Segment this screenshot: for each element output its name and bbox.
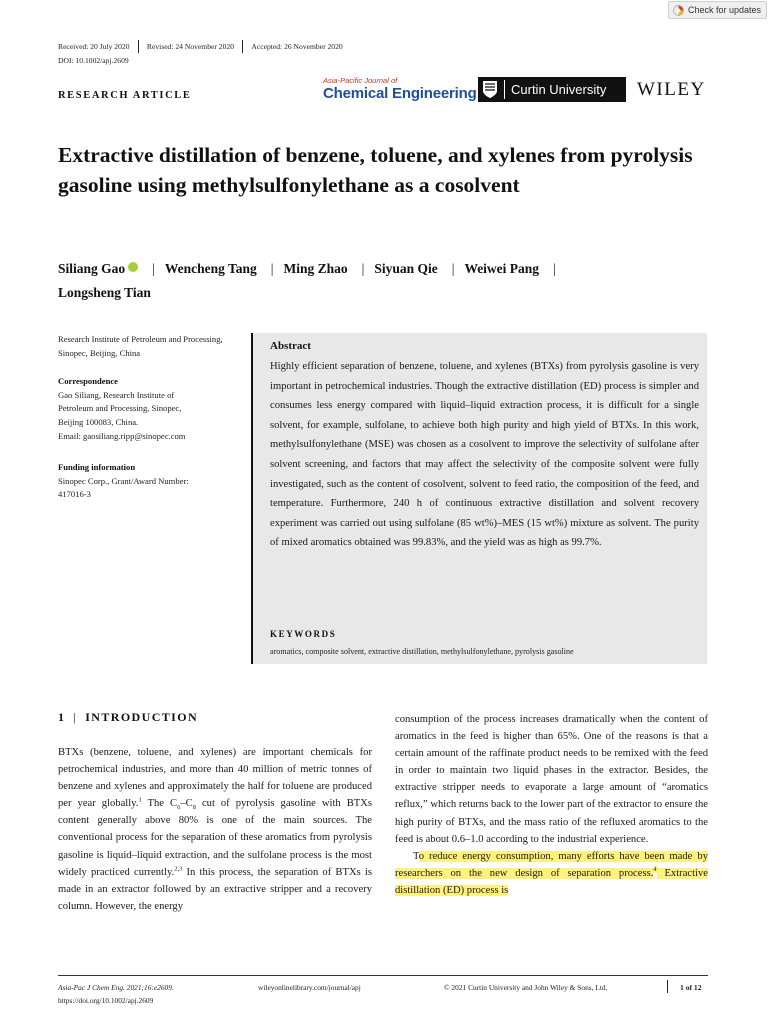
correspondence-line: Beijing 100083, China.: [58, 417, 139, 428]
article-title: Extractive distillation of benzene, toluene, and xylenes from pyrolysis gasoline using methylsulfonylethane as a cosolvent: [58, 143, 693, 197]
divider: [242, 40, 243, 53]
funding-line: 417016-3: [58, 489, 91, 500]
correspondence-block: [58, 375, 238, 444]
journal-logo-subtitle: Asia-Pacific Journal of: [323, 76, 398, 85]
divider: [667, 980, 668, 993]
keywords-heading: KEYWORDS: [270, 629, 337, 639]
abstract-heading: Abstract: [270, 340, 311, 352]
body-text: The C: [141, 798, 178, 810]
revised-date: Revised: 24 November 2020: [146, 42, 234, 51]
section-title: INTRODUCTION: [85, 710, 199, 724]
correspondence-line: Petroleum and Processing, Sinopec,: [58, 403, 182, 414]
check-for-updates-button[interactable]: [668, 1, 767, 19]
journal-website-link[interactable]: wileyonlinelibrary.com/journal/apj: [258, 983, 361, 992]
affiliation: [58, 333, 238, 360]
author-name[interactable]: Siliang Gao: [58, 261, 126, 276]
journal-logo-title: Chemical Engineering: [323, 85, 477, 102]
curtin-logo-text: Curtin University: [511, 82, 607, 97]
section-heading: 1 | INTRODUCTION: [58, 710, 199, 724]
footer-doi-link[interactable]: https://doi.org/10.1002/apj.2609: [58, 996, 154, 1005]
section-number: 1: [58, 710, 66, 724]
subscript: 6: [177, 804, 181, 812]
body-text: consumption of the process increases dramatically when the content of aromatics in the feed is higher than 65%. One of the reasons is that a certain amount of the raffinate product needs to be remixed with the feed in order to maintain two liquid phases in the extractor. Besides, the extractive stripper needs to evaporate a large amount of “aromatics reflux,” which returns back to the lower part of the extractor to ensure the high purity of BTXs, and the mass ratio of the refluxed aromatics to the feed is about 0.6–1.0 according to the industrial experience.: [395, 714, 708, 845]
highlighted-text: Extractive distillation (ED) process is: [395, 867, 708, 896]
affiliation-text: Research Institute of Petroleum and Processing, Sinopec, Beijing, China: [58, 334, 223, 358]
accepted-date: Accepted: 26 November 2020: [251, 42, 343, 51]
author-name[interactable]: Wencheng Tang: [164, 261, 257, 276]
author-list: Siliang GaoiD | Wencheng Tang | Ming Zhao | Siyuan Qie | Weiwei Pang | Longsheng Tian: [58, 257, 718, 305]
author-name[interactable]: Longsheng Tian: [58, 285, 151, 300]
body-column-left: [58, 744, 372, 915]
author-name[interactable]: Weiwei Pang: [464, 261, 540, 276]
highlighted-text: o reduce energy consumption, many efforts have been made by researchers on the new design of separation process.: [395, 850, 708, 879]
body-text: In this process, the separation of BTXs is made in an extractor followed by an extractive stripper and a recovery column. However, the energy: [58, 866, 372, 912]
correspondence-email[interactable]: Email: gaosiliang.ripp@sinopec.com: [58, 430, 186, 441]
correspondence-heading: Correspondence: [58, 376, 118, 386]
abstract-text: Highly efficient separation of benzene, toluene, and xylenes (BTXs) from pyrolysis gasoline is very important in petrochemical industries. Though the extractive distillation (ED) process is simpler and consumes less energy compared with liquid–liquid extraction process, it is difficult for a single solvent, for example, sulfolane, to achieve both high purity and high yield of BTXs. In this work, methylsulfonylethane (MSE) was chosen as a cosolvent to improve the selectivity of sulfolane after solvent screening, and factors that may affect the selectivity of the composite solvent were fully investigated, such as the content of cosolvent, solvent to feed ratio, the composition of the feed, and temperature. Furthermore, 240 h of continuous extractive distillation and solvent recovery experiment was carried out using sulfolane (85 wt%)–MES (15 wt%) mixture as solvent. The purity of mixed aromatics obtained was 99.83%, and the yield was as high as 99.7%.: [270, 361, 699, 549]
citation-ref[interactable]: 4: [653, 866, 657, 874]
wiley-logo: WILEY: [637, 79, 706, 100]
body-text: –C: [180, 798, 193, 810]
body-text: T: [413, 850, 419, 862]
body-paragraph: [395, 848, 708, 899]
article-type: RESEARCH ARTICLE: [58, 90, 192, 101]
funding-heading: Funding information: [58, 462, 136, 472]
copyright: © 2021 Curtin University and John Wiley & Sons, Ltd.: [444, 983, 608, 992]
author-name[interactable]: Siyuan Qie: [374, 261, 438, 276]
author-name[interactable]: Ming Zhao: [283, 261, 348, 276]
journal-logo: [323, 77, 477, 102]
page-number: 1 of 12: [680, 983, 702, 992]
body-paragraph: [395, 711, 708, 848]
citation-ref[interactable]: 2,3: [174, 865, 183, 873]
divider: [504, 80, 505, 99]
doi-header: DOI: 10.1002/apj.2609: [58, 56, 129, 65]
curtin-crest-icon: [482, 80, 498, 99]
body-text: BTXs (benzene, toluene, and xylenes) are important chemicals for petrochemical industries, and more than 40 million of metric tonnes of benzene and xylenes and approximately the half for toluene are produced per year globally.: [58, 747, 372, 810]
body-column-right: [395, 711, 708, 899]
journal-citation: Asia-Pac J Chem Eng. 2021;16:e2609.: [58, 983, 174, 992]
article-dates: [58, 40, 343, 53]
orcid-icon[interactable]: [128, 262, 138, 272]
divider: [138, 40, 139, 53]
body-text: cut of pyrolysis gasoline with BTXs content generally above 80% is one of the main sources. The conventional process for the separation of these aromatics from pyrolysis gasoline is liquid–liquid extraction, and the sulfolane process is the most widely practiced currently.: [58, 798, 373, 878]
funding-block: [58, 461, 238, 502]
footer-rule: [58, 975, 708, 976]
correspondence-line: Gao Siliang, Research Institute of: [58, 389, 175, 400]
citation-ref[interactable]: 1: [138, 796, 142, 804]
abstract-left-rule: [251, 333, 253, 664]
keywords-text: aromatics, composite solvent, extractive distillation, methylsulfonylethane, pyrolysis gasoline: [270, 647, 574, 656]
subscript: 8: [192, 804, 196, 812]
update-badge-icon: [673, 5, 684, 16]
funding-line: Sinopec Corp., Grant/Award Number:: [58, 475, 189, 486]
received-date: Received: 20 July 2020: [58, 42, 130, 51]
curtin-university-logo: [478, 77, 626, 102]
check-for-updates-label: Check for updates: [688, 5, 762, 15]
